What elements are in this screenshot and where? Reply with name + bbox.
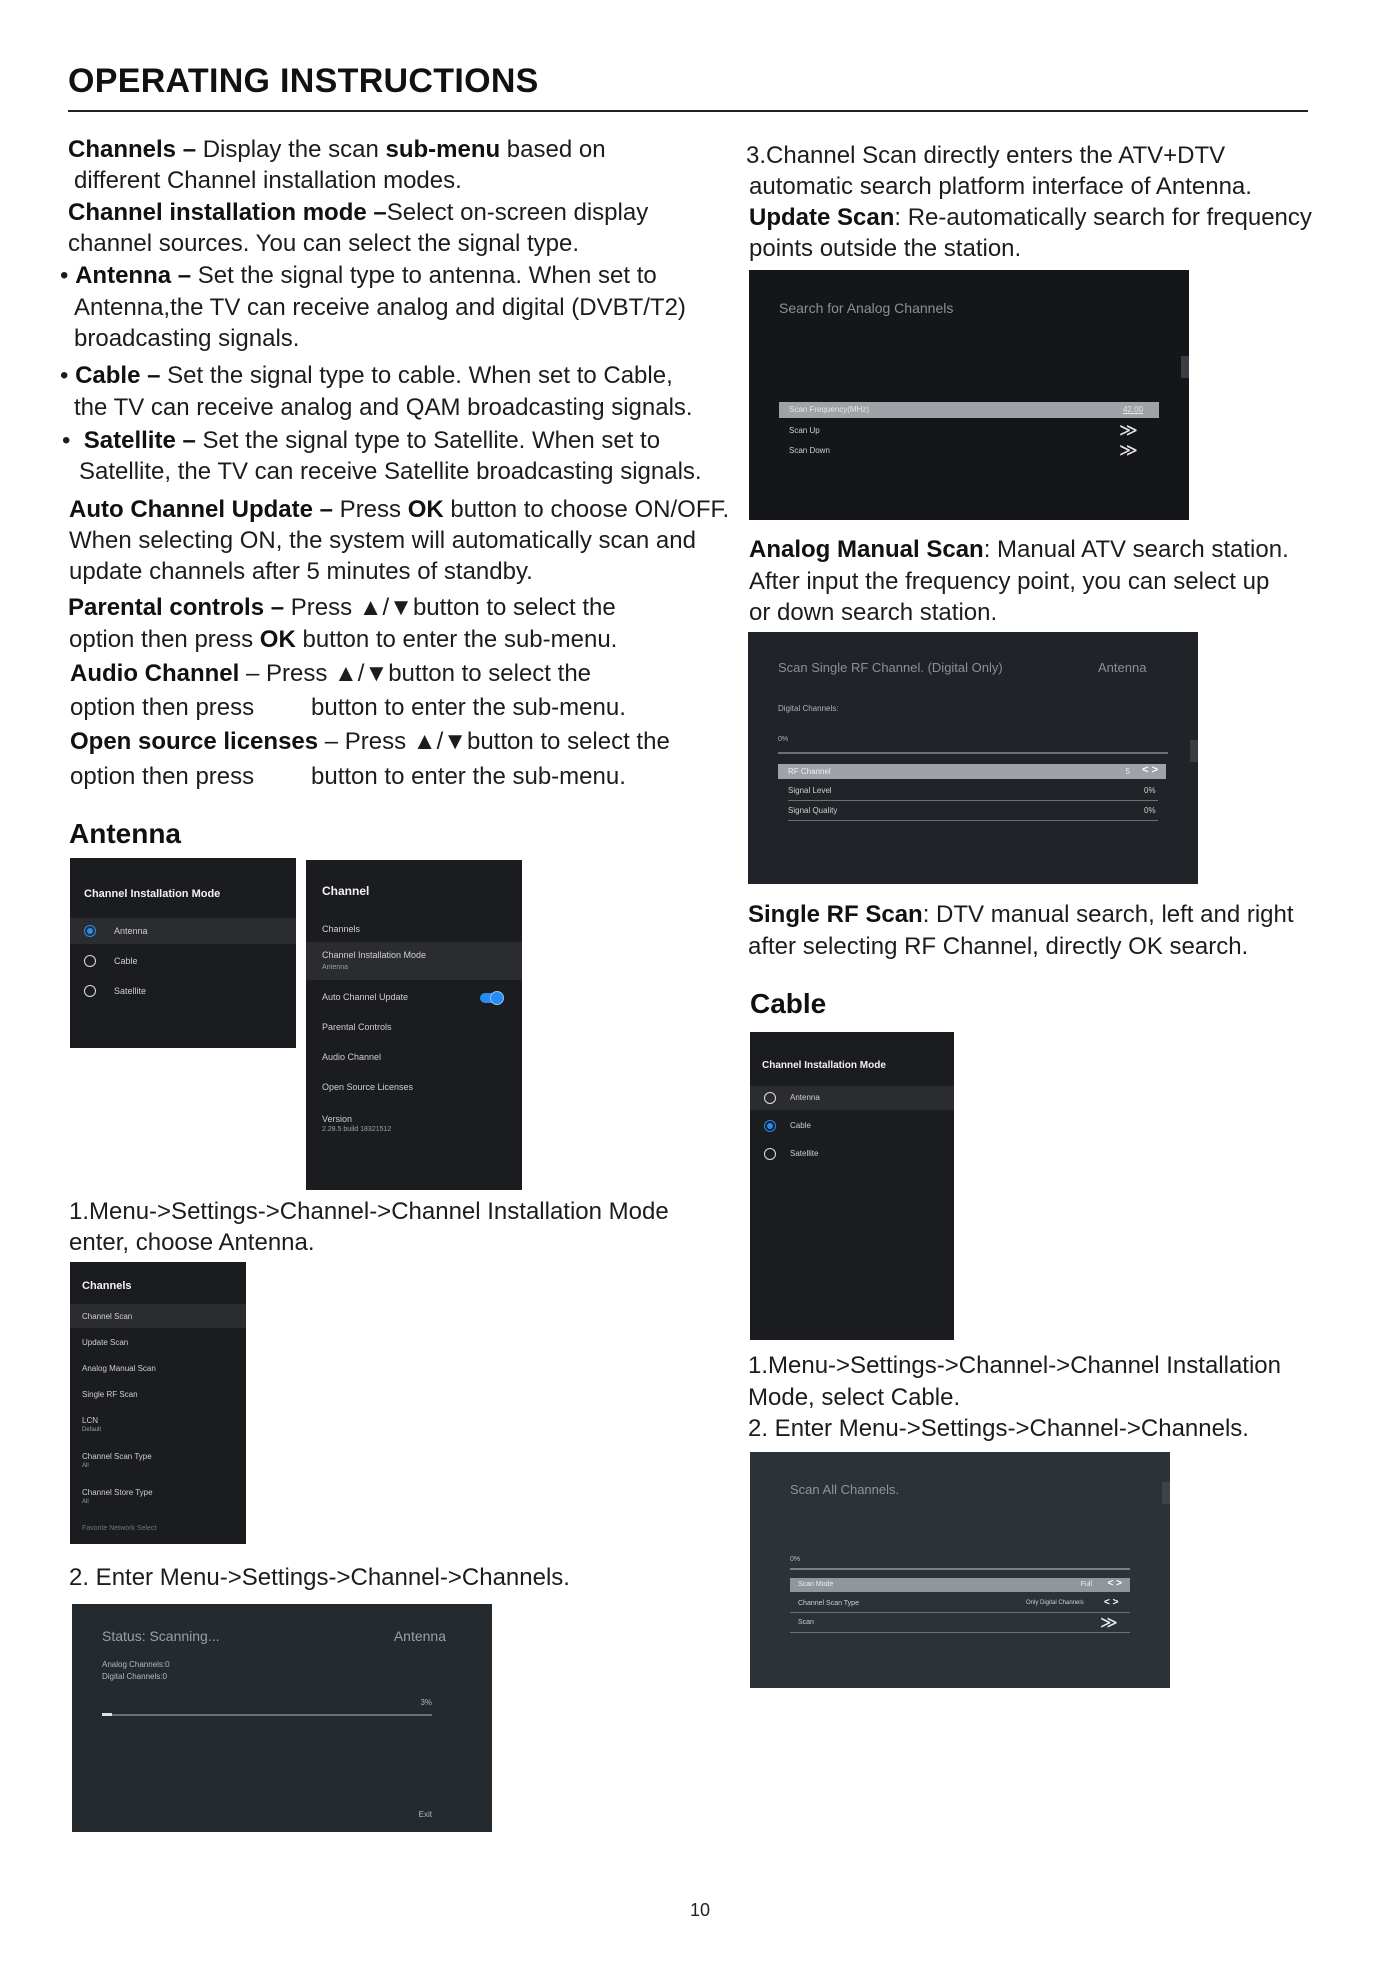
signal-quality-label: Signal Quality <box>788 806 838 815</box>
page-title: OPERATING INSTRUCTIONS <box>68 62 539 100</box>
list-item-label: Favorite Network Select <box>82 1525 157 1532</box>
satellite-line2: Satellite, the TV can receive Satellite broadcasting signals. <box>79 458 702 485</box>
scan-mode-row[interactable] <box>790 1578 1130 1592</box>
cim-paragraph <box>68 197 648 228</box>
version-number: 2.28.5 build 18321512 <box>322 1126 392 1133</box>
osl-text: – Press ▲/▼button to select the <box>318 728 670 755</box>
menu-item-open-source-licenses[interactable] <box>306 1078 522 1098</box>
scan-mode-value: Full <box>1080 1581 1092 1588</box>
cable-text: Set the signal type to cable. When set to Cable, <box>160 362 673 389</box>
scan-mode-label: Scan Mode <box>798 1581 834 1588</box>
screen-status-scan <box>72 1604 492 1832</box>
scan-row[interactable] <box>750 1614 1170 1632</box>
scrollbar[interactable] <box>1162 1482 1170 1504</box>
list-item-single-rf-scan[interactable] <box>70 1384 246 1404</box>
exit-button[interactable]: Exit <box>418 1810 432 1819</box>
scrollbar[interactable] <box>1190 740 1198 762</box>
channels-term: Channels – <box>68 136 197 163</box>
scan-down-label: Scan Down <box>789 446 830 455</box>
signal-level-value: 0% <box>1144 786 1156 795</box>
double-chevron-icon: ≫ <box>1119 420 1138 440</box>
list-item-favorite-network[interactable] <box>70 1522 246 1538</box>
scan-source: Antenna <box>393 1628 446 1644</box>
row-divider <box>790 1632 1130 1633</box>
menu-item-version <box>306 1110 522 1144</box>
osl-line2-b: button to enter the sub-menu. <box>311 763 626 790</box>
screen-title: Scan Single RF Channel. (Digital Only) <box>778 660 1003 675</box>
freq-label: Scan Frequency(MHz) <box>789 405 870 414</box>
rf-progress-track <box>778 752 1168 754</box>
screen-title: Search for Analog Channels <box>779 300 954 316</box>
scan-all-percent: 0% <box>790 1556 801 1563</box>
list-item-label: Update Scan <box>82 1338 129 1347</box>
option-antenna[interactable] <box>750 1086 954 1110</box>
signal-level-bar <box>788 800 1158 801</box>
ams-text: : Manual ATV search station. <box>983 536 1289 563</box>
menu-item-audio-channel[interactable] <box>306 1048 522 1068</box>
radio-icon <box>764 1092 776 1104</box>
step1-line1: 1.Menu->Settings->Channel->Channel Installation Mode <box>69 1198 669 1225</box>
step1-line2: enter, choose Antenna. <box>69 1229 315 1256</box>
menu-item-channel-installation-mode[interactable] <box>306 942 522 980</box>
option-cable[interactable] <box>70 948 296 974</box>
scrollbar[interactable] <box>1181 356 1189 378</box>
acu-ok: OK <box>407 496 444 523</box>
screen-title: Channel Installation Mode <box>762 1060 886 1071</box>
osl-line2-a: option then press <box>70 763 255 790</box>
cable-bullet: • Cable – Set the signal type to cable. When set to Cable, <box>60 362 673 389</box>
acu-text-end: button to choose ON/OFF. <box>443 496 730 523</box>
acu-line3: update channels after 5 minutes of standby. <box>69 558 533 585</box>
freq-row[interactable] <box>779 402 1159 418</box>
us-paragraph <box>749 202 1312 233</box>
screen-channels-list <box>70 1262 246 1544</box>
list-item-label: Channel Scan <box>82 1312 133 1321</box>
radio-icon <box>764 1148 776 1160</box>
osl-paragraph <box>70 726 670 757</box>
ac-text: – Press ▲/▼button to select the <box>239 660 592 687</box>
step2-text: 2. Enter Menu->Settings->Channel->Channels. <box>69 1564 570 1591</box>
list-item-label: Analog Manual Scan <box>82 1364 156 1373</box>
pc-term: Parental controls – <box>68 594 285 621</box>
menu-item-label: Audio Channel <box>322 1052 382 1062</box>
analog-count: Analog Channels:0 <box>102 1660 170 1669</box>
cable-line2: the TV can receive analog and QAM broadcasting signals. <box>74 394 693 421</box>
cim-line2: channel sources. You can select the signal type. <box>68 230 580 257</box>
list-item-channel-scan-type[interactable] <box>70 1448 246 1474</box>
option-label: Cable <box>790 1121 811 1130</box>
option-label: Satellite <box>790 1149 819 1158</box>
page-number: 10 <box>690 1900 711 1920</box>
srf-line2: after selecting RF Channel, directly OK search. <box>748 933 1249 960</box>
scan-type-label: Channel Scan Type <box>798 1600 859 1607</box>
pc-line2 <box>69 624 617 655</box>
menu-item-label: Open Source Licenses <box>322 1082 414 1092</box>
acu-paragraph <box>69 494 729 525</box>
antenna-line2: Antenna,the TV can receive analog and digital (DVBT/T2) <box>74 294 686 321</box>
screen-cim-antenna <box>70 858 296 1048</box>
cim-text: Select on-screen display <box>386 199 649 226</box>
radio-icon <box>84 985 96 997</box>
list-item-analog-manual-scan[interactable] <box>70 1358 246 1378</box>
double-chevron-icon: ≫ <box>1100 1613 1118 1632</box>
osl-term: Open source licenses <box>70 728 319 755</box>
list-item-value: All <box>82 1463 89 1469</box>
option-label: Antenna <box>790 1093 820 1102</box>
menu-item-label: Version <box>322 1114 353 1124</box>
screen-channel-menu <box>306 860 522 1190</box>
option-satellite[interactable] <box>70 978 296 1004</box>
list-item-update-scan[interactable] <box>70 1332 246 1352</box>
cable-term: Cable – <box>75 362 161 389</box>
double-chevron-icon: ≫ <box>1119 440 1138 460</box>
list-item-channel-scan[interactable] <box>70 1304 246 1328</box>
radio-icon <box>84 955 96 967</box>
radio-selected-icon <box>84 925 96 937</box>
list-item-channel-store-type[interactable] <box>70 1484 246 1510</box>
rf-source: Antenna <box>1098 660 1147 675</box>
cim-term: Channel installation mode – <box>68 199 387 226</box>
rf-percent: 0% <box>778 736 789 743</box>
left-right-arrows-icon[interactable]: < > <box>1104 1597 1119 1608</box>
rf-channel-row[interactable] <box>778 764 1166 779</box>
scan-down-row[interactable] <box>749 442 1189 460</box>
antenna-heading: Antenna <box>69 818 181 849</box>
ams-paragraph <box>749 534 1289 565</box>
option-cable[interactable] <box>750 1114 954 1138</box>
c1-line1: 1.Menu->Settings->Channel->Channel Installation <box>748 1352 1282 1379</box>
scan-type-value: Only Digital Channels <box>1026 1600 1084 1606</box>
us-line2: points outside the station. <box>749 235 1022 262</box>
ac-paragraph <box>70 658 591 689</box>
list-item-value: All <box>82 1499 89 1505</box>
acu-text: Press <box>333 496 408 523</box>
scan-up-label: Scan Up <box>789 426 820 435</box>
list-item-lcn[interactable] <box>70 1412 246 1438</box>
option-label: Antenna <box>114 926 148 936</box>
ac-term: Audio Channel <box>70 660 240 687</box>
screen-analog-search <box>749 270 1189 520</box>
ac-line2-a: option then press <box>70 694 255 721</box>
ams-line3: or down search station. <box>749 599 998 626</box>
menu-item-label: Channel Installation Mode <box>322 950 427 960</box>
menu-item-parental-controls[interactable] <box>306 1018 522 1038</box>
menu-item-auto-channel-update[interactable] <box>306 988 522 1008</box>
channels-text: Display the scan <box>196 136 386 163</box>
left-right-arrows-icon[interactable]: < > <box>1107 1578 1122 1589</box>
acu-term: Auto Channel Update – <box>69 496 334 523</box>
signal-quality-bar <box>788 820 1158 821</box>
channels-line2: different Channel installation modes. <box>74 167 462 194</box>
antenna-line3: broadcasting signals. <box>74 325 300 352</box>
pc-line2-a: option then press <box>69 626 260 653</box>
channels-paragraph <box>68 134 606 165</box>
menu-item-channels[interactable] <box>306 920 522 940</box>
signal-level-row <box>748 782 1198 800</box>
srf-paragraph <box>748 899 1294 930</box>
channel-scan-type-row[interactable] <box>750 1596 1170 1612</box>
option-satellite[interactable] <box>750 1142 954 1166</box>
srf-text: : DTV manual search, left and right <box>922 901 1294 928</box>
channels-text-end: based on <box>500 136 606 163</box>
freq-value: 42.00 <box>1122 405 1143 414</box>
satellite-term: Satellite – <box>83 427 196 454</box>
list-item-value: Default <box>82 1427 102 1433</box>
list-item-label: Single RF Scan <box>82 1390 138 1399</box>
list-item-label: LCN <box>82 1416 99 1425</box>
option-label: Satellite <box>114 986 147 996</box>
scan-label: Scan <box>798 1619 814 1626</box>
satellite-bullet: • Satellite – Set the signal type to Satellite. When set to <box>62 427 661 454</box>
scan-percent: 3% <box>420 1698 432 1707</box>
pc-line2-b: button to enter the sub-menu. <box>295 626 618 653</box>
screen-single-rf <box>748 632 1198 884</box>
menu-item-sub: Antenna <box>322 964 349 971</box>
pc-paragraph <box>68 592 616 623</box>
list-item-label: Channel Store Type <box>82 1488 153 1497</box>
c1-line2: Mode, select Cable. <box>748 1384 961 1411</box>
list-item-label: Channel Scan Type <box>82 1452 152 1461</box>
menu-item-label: Auto Channel Update <box>322 992 409 1002</box>
radio-selected-icon <box>764 1120 776 1132</box>
option-antenna[interactable] <box>70 918 296 944</box>
antenna-term: Antenna – <box>75 262 192 289</box>
rf-channel-value: 5 <box>1125 767 1130 776</box>
rf-channel-label: RF Channel <box>788 767 831 776</box>
signal-level-label: Signal Level <box>788 786 832 795</box>
toggle-icon[interactable] <box>480 993 502 1003</box>
scan-status: Status: Scanning... <box>102 1628 220 1644</box>
title-rule <box>68 110 1308 112</box>
us-text: : Re-automatically search for frequency <box>894 204 1312 231</box>
ac-line2-b: button to enter the sub-menu. <box>311 694 626 721</box>
s3-line1: 3.Channel Scan directly enters the ATV+DTV <box>746 142 1226 169</box>
rf-digital-label: Digital Channels: <box>778 704 839 713</box>
c2-line: 2. Enter Menu->Settings->Channel->Channels. <box>748 1415 1249 1442</box>
progress-track <box>102 1714 432 1716</box>
us-term: Update Scan <box>749 204 895 231</box>
srf-term: Single RF Scan <box>748 901 923 928</box>
screen-title: Channel Installation Mode <box>84 888 221 900</box>
scan-up-row[interactable] <box>749 422 1189 440</box>
menu-item-label: Channels <box>322 924 361 934</box>
screen-title: Channels <box>82 1280 132 1292</box>
menu-item-label: Parental Controls <box>322 1022 392 1032</box>
satellite-text: Set the signal type to Satellite. When set to <box>195 427 661 454</box>
signal-quality-row <box>748 802 1198 820</box>
antenna-bullet: • Antenna – Set the signal type to antenna. When set to <box>60 262 657 289</box>
pc-ok: OK <box>259 626 296 653</box>
left-right-arrows-icon[interactable]: < > <box>1142 764 1158 776</box>
screen-title: Scan All Channels. <box>790 1482 900 1497</box>
digital-count: Digital Channels:0 <box>102 1672 167 1681</box>
s3-line2: automatic search platform interface of Antenna. <box>749 173 1252 200</box>
antenna-text: Set the signal type to antenna. When set to <box>191 262 657 289</box>
acu-line2: When selecting ON, the system will automatically scan and <box>69 527 696 554</box>
screen-cim-cable <box>750 1032 954 1340</box>
progress-fill <box>102 1713 112 1716</box>
option-label: Cable <box>114 956 138 966</box>
row-divider <box>790 1612 1130 1613</box>
sub-menu-term: sub-menu <box>385 136 501 163</box>
scan-all-progress-track <box>790 1568 1130 1570</box>
screen-title: Channel <box>322 884 370 898</box>
ams-term: Analog Manual Scan <box>749 536 984 563</box>
screen-scan-all <box>750 1452 1170 1688</box>
signal-quality-value: 0% <box>1144 806 1156 815</box>
cable-heading: Cable <box>750 988 827 1019</box>
pc-text: Press ▲/▼button to select the <box>284 594 616 621</box>
ams-line2: After input the frequency point, you can select up <box>749 568 1270 595</box>
